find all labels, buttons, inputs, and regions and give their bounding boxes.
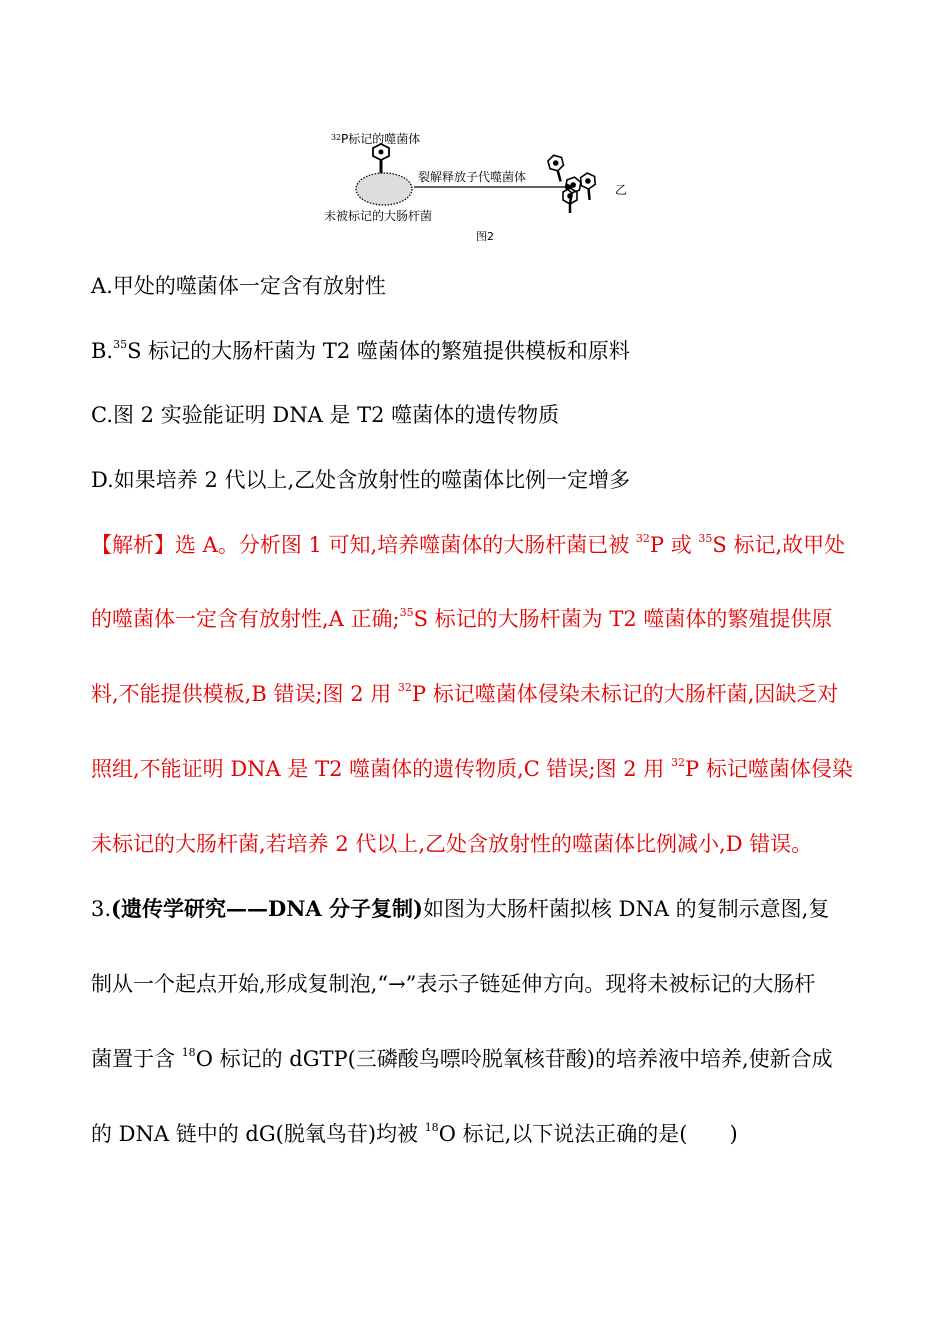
option-c: C.图 2 实验能证明 DNA 是 T2 噬菌体的遗传物质 — [91, 403, 560, 427]
figure-label-bottom: 未被标记的大肠杆菌 — [324, 209, 433, 223]
question3-line-1: 3.(遗传学研究——DNA 分子复制)如图为大肠杆菌拟核 DNA 的复制示意图,复 — [91, 896, 830, 921]
option-b-prefix: B. — [91, 339, 114, 363]
analysis-line-4: 照组,不能证明 DNA 是 T2 噬菌体的遗传物质,C 错误;图 2 用 $^{32}$P 标记噬菌体侵染 — [91, 756, 853, 781]
question3-line-3: 菌置于含 $^{18}$O 标记的 dGTP(三磷酸鸟嘌呤脱氧核苷酸)的培养液中培养,使新合成 — [91, 1046, 833, 1071]
phage-icon — [373, 144, 389, 174]
bacterium-icon — [356, 173, 412, 205]
analysis-line-5: 未标记的大肠杆菌,若培养 2 代以上,乙处含放射性的噬菌体比例减小,D 错误。 — [91, 832, 813, 856]
figure-2 — [318, 124, 638, 248]
figure-label-top-sup: 32 — [331, 133, 342, 142]
figure-2-diagram — [318, 124, 638, 248]
option-a: A.甲处的噬菌体一定含有放射性 — [91, 274, 386, 298]
analysis-line-2: 的噬菌体一定含有放射性,A 正确;$^{35}$S 标记的大肠杆菌为 T2 噬菌体的繁殖提供原 — [91, 606, 833, 631]
question3-line-2: 制从一个起点开始,形成复制泡,“→”表示子链延伸方向。现将未被标记的大肠杆 — [91, 972, 816, 996]
option-b-rest: S 标记的大肠杆菌为 T2 噬菌体的繁殖提供模板和原料 — [127, 339, 630, 363]
progeny-phage-icons — [547, 153, 597, 213]
option-b — [91, 335, 630, 365]
question3-line-4: 的 DNA 链中的 dG(脱氧鸟苷)均被 $^{18}$O 标记,以下说法正确的是( ) — [91, 1121, 738, 1146]
figure-label-arrow: 裂解释放子代噬菌体 — [418, 170, 527, 184]
figure-label-top: P标记的噬菌体 — [341, 132, 421, 146]
analysis-line-1: 【解析】选 A。分析图 1 可知,培养噬菌体的大肠杆菌已被 $^{32}$P 或 $^{35}$S 标记,故甲处 — [91, 532, 846, 557]
option-b-sup: 35 — [113, 338, 128, 351]
figure-caption: 图2 — [476, 230, 494, 243]
analysis-line-3: 料,不能提供模板,B 错误;图 2 用 $^{32}$P 标记噬菌体侵染未标记的大肠杆菌,因缺乏对 — [91, 681, 839, 706]
option-d: D.如果培养 2 代以上,乙处含放射性的噬菌体比例一定增多 — [91, 468, 631, 492]
figure-label-right: 乙 — [615, 183, 628, 197]
